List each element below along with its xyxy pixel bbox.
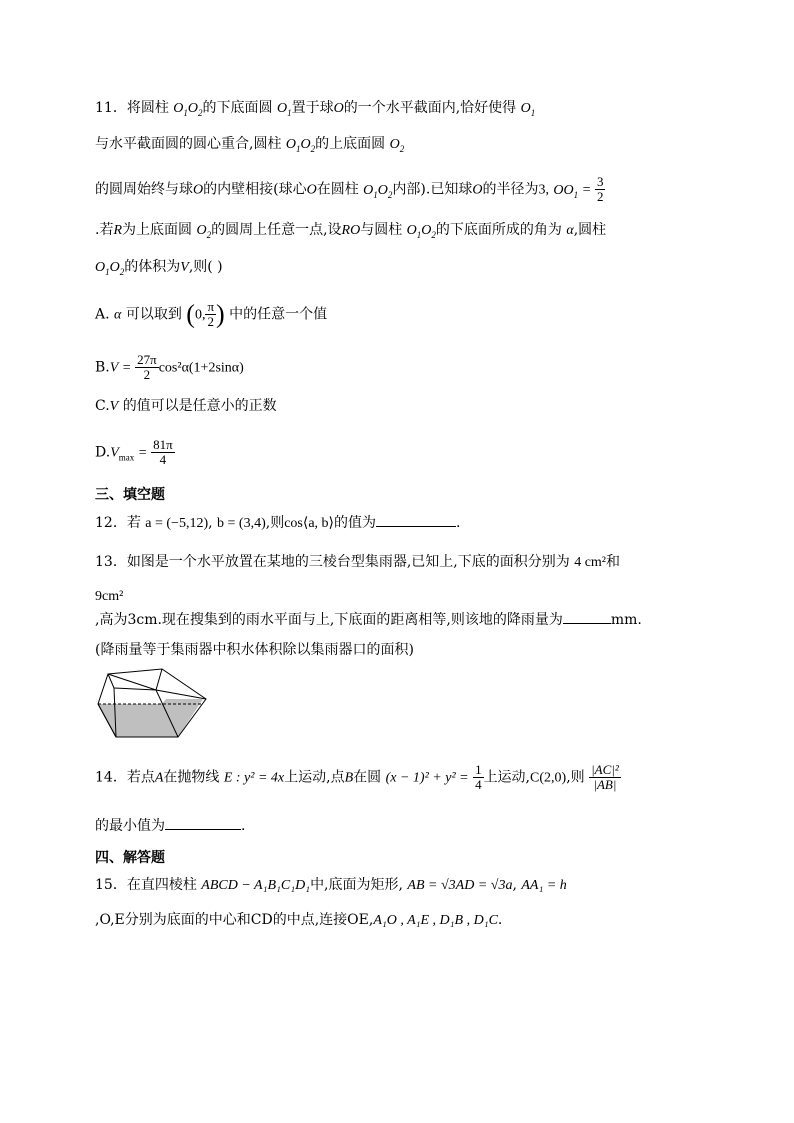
q11-line3: 的圆周始终与球O的内壁相接(球心O在圆柱 $O_1O_2$内部).已知球O的半径为3, $OO_1$ = $\frac{3}{2}$ [95,174,604,204]
q15-line2: ,O,E分别为底面的中心和CD的中点,连接OE,A₁O , A₁E , D₁B , D₁C. [95,912,503,928]
q11-line2: 与水平截面圆的圆心重合,圆柱 $O_1O_2$的上底面圆 $O_2$ [95,136,405,154]
q13-line3: ,高为3cm.现在搜集到的雨水平面与上,下底面的距离相等,则该地的降雨量为 mm. [95,609,642,630]
q11-option-b: B.V = $\frac{27\pi}{2}$ cos²α(1+2sinα) [95,352,244,382]
q12-answer-blank[interactable] [376,512,456,527]
rain-collector-figure [96,668,210,740]
water-region [98,699,203,737]
q11-option-d: $D.V_{max}$ = $\frac{81\pi}{4}$ [95,437,173,467]
q13-line2: 9cm² [95,589,124,604]
section-solve-heading: 四、解答题 [95,850,165,866]
q11-line5: $O_1O_2$的体积为V,则( ) [95,259,223,277]
q11-line1: 11．将圆柱 $O_1O_2$的下底面圆 $O_1$置于球O的一个水平截面内,恰好使得 $O_1$ [95,100,536,118]
q12-line: 12．若 a = (−5,12), b = (3,4),则cos⟨a, b⟩的值为 . [95,512,460,534]
q14-line1: 14．若点A在抛物线 E : y² = 4x上运动,点B在圆 (x − 1)² + y² = $\frac{1}{4}$ 上运动,C(2,0),则 $\frac{\text{|AC|²}}{|AB|}$ [95,762,619,792]
q11-line4: .若R为上底面圆 $O_2$的圆周上任意一点,设RO与圆柱 $O_1O_2$的下底面所成的角为 α,圆柱 [95,222,607,240]
q13-line4: (降雨量等于集雨器中积水体积除以集雨器口的面积) [95,642,414,658]
q11-fraction: $\frac{3}{2}$ [596,174,604,204]
q11-option-c: C.V 的值可以是任意小的正数 [95,398,277,414]
q11-option-a: A. α 可以取到 (0, $\frac{\pi}{2}$ ) 中的任意一个值 [95,299,328,329]
q14-answer-blank[interactable] [165,815,241,830]
q13-answer-blank[interactable] [563,609,611,624]
q13-line1: 13．如图是一个水平放置在某地的三棱台型集雨器,已知上,下底的面积分别为 4 cm²和 [95,554,620,570]
section-fill-blank-heading: 三、填空题 [95,487,165,503]
q15-line1: 15．在直四棱柱 ABCD − A₁B₁C₁D₁中,底面为矩形, AB = √3AD = √3a, AA₁ = h [95,877,567,893]
q14-line2: 的最小值为 . [95,815,245,836]
